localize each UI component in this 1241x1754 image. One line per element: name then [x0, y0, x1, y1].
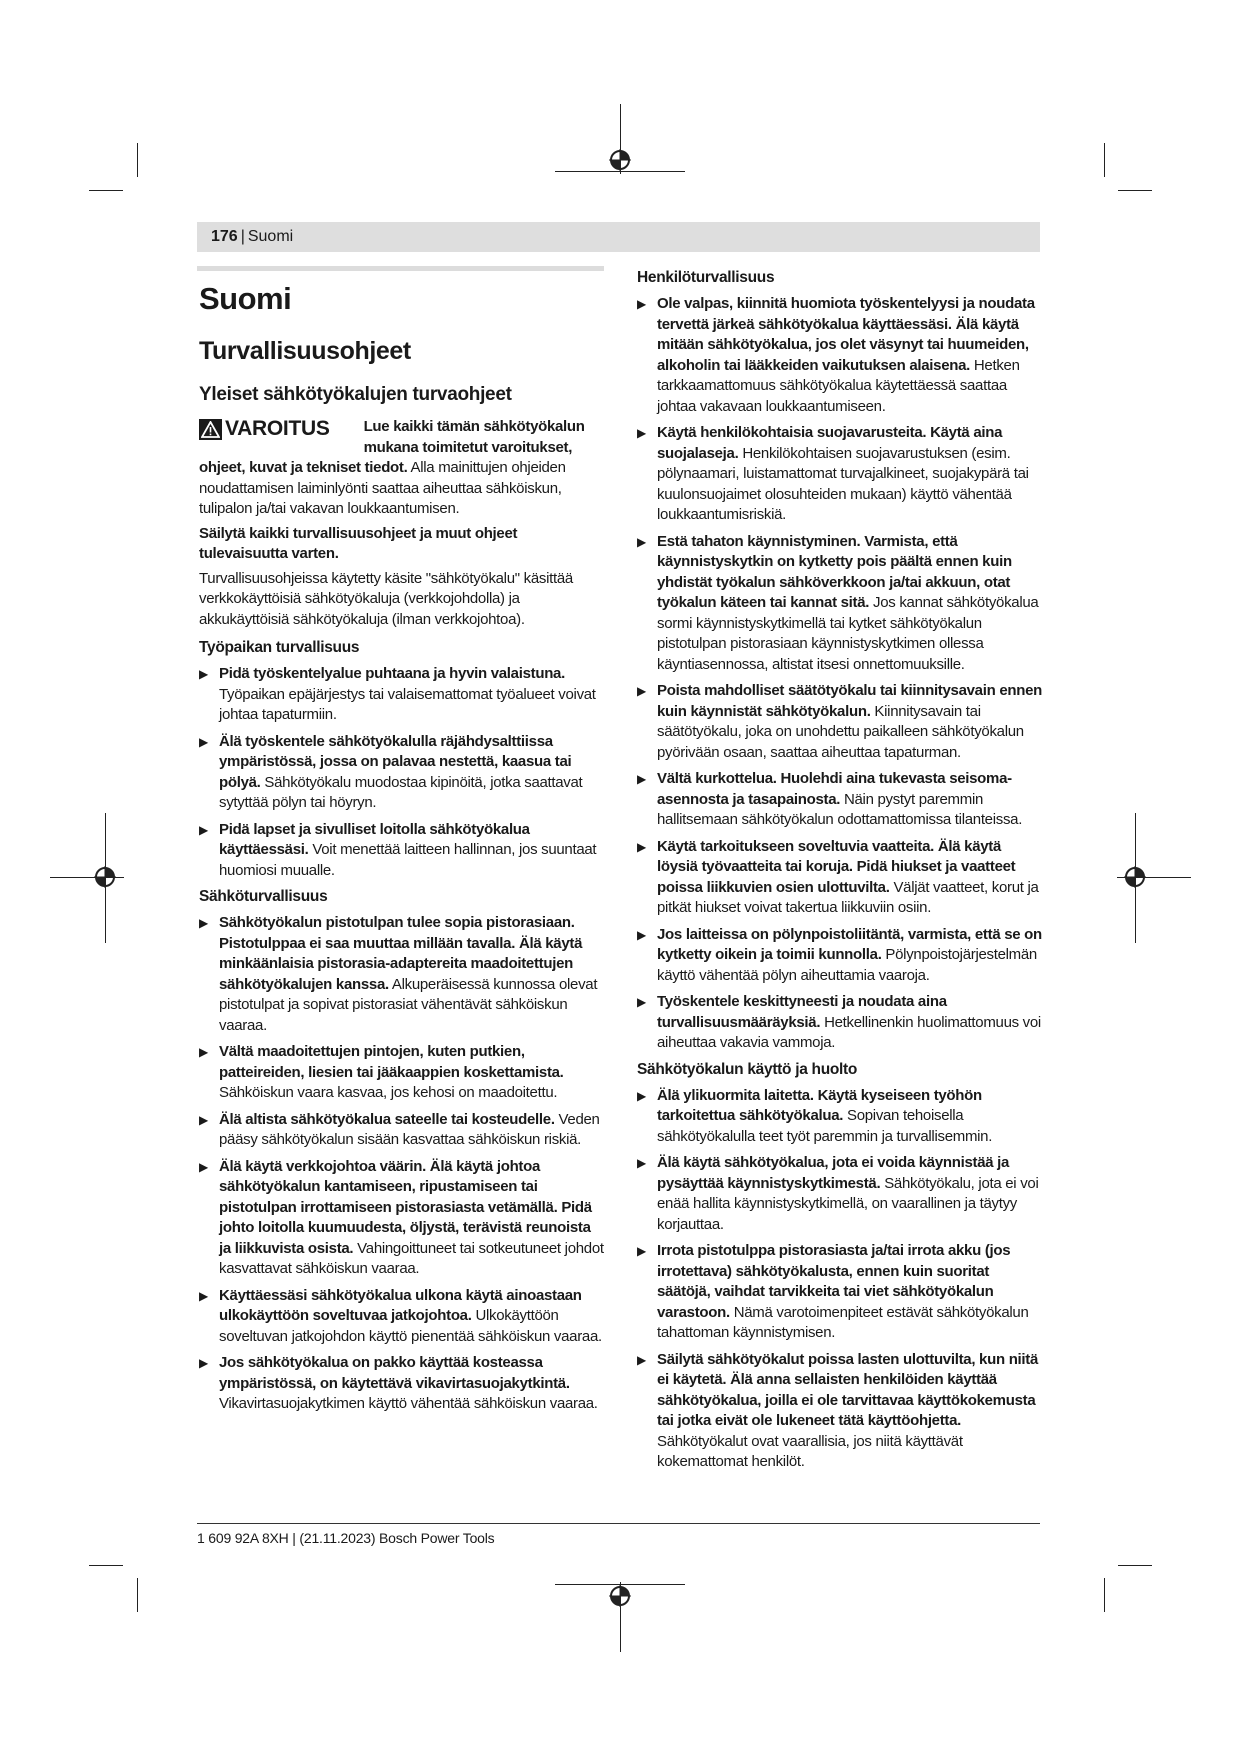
bullet-arrow-icon: ▶ [637, 1088, 646, 1103]
bullet-arrow-icon: ▶ [637, 1352, 646, 1367]
item-bold: Käyttäessäsi sähkötyökalua ulkona käytä ainoastaan ulkokäyttöön soveltuvaa jatkojohtoa. [219, 1286, 582, 1324]
registration-mark-icon [94, 866, 116, 888]
subsection-title: Yleiset sähkötyökalujen turvaohjeet [199, 384, 512, 405]
keep-note-text: Säilytä kaikki turvallisuusohjeet ja muut ohjeet tulevaisuutta varten. [199, 524, 518, 562]
item-bold: Vältä maadoitettujen pintojen, kuten putkien, patteireiden, liesien tai jääkaappien koskettamista. [219, 1043, 564, 1081]
bullet-arrow-icon: ▶ [637, 426, 646, 440]
item-text: Nämä varotoimenpiteet estävät sähkötyökalun tahattoman käynnistymisen. [657, 1303, 1029, 1341]
item-bold: Käytä henkilökohtaisia suojavarusteita. Käytä aina suojalaseja. [657, 424, 1003, 462]
bullet-arrow-icon: ▶ [199, 734, 208, 749]
item-bold: Säilytä sähkötyökalut poissa lasten ulottuvilta, kun niitä ei käytetä. Älä anna sellaisten henkilöiden käyttää sähkötyökalua, joilla ei ole tarvittavaa käyttökokemusta tai jotka eivät ole lukeneet tätä käyttöohjetta. [657, 1350, 1039, 1429]
page-number: 176 [211, 228, 238, 245]
item-text: Työpaikan epäjärjestys tai valaisemattomat työalueet voivat johtaa tapaturmiin. [219, 685, 596, 723]
bullet-arrow-icon: ▶ [637, 772, 646, 786]
keep-instructions-note [199, 524, 604, 565]
bullet-arrow-icon: ▶ [199, 1045, 208, 1059]
item-bold: Älä käytä verkkojohtoa väärin. Älä käytä johtoa sähkötyökalun kantamiseen, ripustamiseen tai pistotulpan irrottamiseen pistorasiasta vetämällä. Pidä johto loitolla kuumuudesta, öljystä, terävistä reunoista ja liikkuvista osista. [219, 1157, 592, 1257]
item-text: Sähköiskun vaara kasvaa, jos kehosi on maadoitettu. [219, 1084, 558, 1101]
item-text: Hetkellinenkin huolimattomuus voi aiheuttaa vakavia vammoja. [657, 1013, 1041, 1051]
section-title: Turvallisuusohjeet [199, 337, 411, 365]
item-bold: Pidä työskentelyalue puhtaana ja hyvin valaistuna. [219, 665, 565, 682]
item-text: Kiinnitysavain tai säätötyökalu, joka on unohdettu paikalleen sähkötyökalun pyörivään osaan, saattaa aiheuttaa tapaturman. [657, 702, 1024, 761]
right-column [637, 268, 1045, 1479]
bullet-arrow-icon: ▶ [637, 297, 646, 311]
list-item [637, 837, 1045, 919]
bullet-arrow-icon: ▶ [199, 1356, 208, 1370]
page-header [197, 222, 1040, 252]
list-item [199, 1157, 604, 1280]
item-text: Hetken tarkkaamattomuus sähkötyökalua käytettäessä saattaa johtaa vakavaan loukkaantumiseen. [657, 356, 1020, 415]
item-bold: Irrota pistotulppa pistorasiasta ja/tai irrota akku (jos irrotettava) sähkötyökalusta, ennen kuin suoritat säätöjä, vaihdat tarvikkeita tai viet sähkötyökalun varastoon. [657, 1242, 1011, 1321]
tool-use-care-list [637, 1086, 1045, 1473]
list-item [637, 294, 1045, 417]
list-item [637, 925, 1045, 987]
item-bold: Jos laitteissa on pölynpoistoliitäntä, varmista, että se on kytketty oikein ja toimii kunnolla. [657, 925, 1042, 963]
bullet-arrow-icon: ▶ [199, 667, 208, 681]
item-bold: Älä ylikuormita laitetta. Käytä kyseiseen työhön tarkoitettua sähkötyökalua. [657, 1086, 982, 1124]
list-item [199, 1042, 604, 1104]
item-text: Henkilökohtaisen suojavarustuksen (esim. pölynaamari, luistamattomat turvajalkineet, suojakypärä tai kuulonsuojaimet olosuhteiden mukaan) käyttö vähentää loukkaantumisriskiä. [657, 444, 1029, 523]
header-language: Suomi [247, 228, 294, 245]
list-item [199, 732, 604, 814]
item-bold: Älä käytä sähkötyökalua, jota ei voida käynnistää ja pysäyttää käynnistyskytkimestä. [657, 1154, 1010, 1192]
warning-bold: Lue kaikki tämän sähkötyökalun mukana toimitetut varoitukset, ohjeet, kuvat ja tekniset tiedot. [199, 418, 585, 476]
work-area-safety-list [199, 664, 604, 881]
list-item [637, 681, 1045, 763]
bullet-arrow-icon: ▶ [637, 534, 646, 549]
list-item [199, 1110, 604, 1151]
item-text: Veden pääsy sähkötyökalun sisään kasvattaa sähköiskun riskiä. [219, 1110, 600, 1148]
column-top-rule [197, 266, 604, 271]
list-item [637, 769, 1045, 831]
item-text: Alkuperäisessä kunnossa olevat pistotulpat ja sopivat pistorasiat vähentävät sähköiskun vaaraa. [219, 975, 598, 1034]
item-text: Vikavirtasuojakytkimen käyttö vähentää sähköiskun vaaraa. [219, 1395, 598, 1412]
list-item [199, 664, 604, 726]
item-text: Pölynpoistojärjestelmän käyttö vähentää pölyn aiheuttamia vaaroja. [657, 946, 1037, 984]
item-bold: Pidä lapset ja sivulliset loitolla sähkötyökalua käyttäessäsi. [219, 820, 530, 858]
item-bold: Työskentele keskittyneesti ja noudata aina turvallisuusmääräyksiä. [657, 993, 947, 1031]
list-item [637, 1241, 1045, 1344]
list-item [637, 992, 1045, 1054]
item-text: Sähkötyökalut ovat vaarallisia, jos niitä käyttävät kokemattomat henkilöt. [657, 1432, 963, 1470]
registration-mark-icon [1124, 866, 1146, 888]
list-item [637, 1350, 1045, 1473]
item-bold: Älä altista sähkötyökalua sateelle tai kosteudelle. [219, 1110, 555, 1128]
registration-mark-icon [609, 1585, 631, 1607]
item-bold: Sähkötyökalun pistotulpan tulee sopia pistorasiaan. Pistotulppaa ei saa muuttaa millään tavalla. Älä käytä minkäänlaisia pistorasia-adaptereita maadoitettujen sähkötyökalujen kanssa. [219, 914, 583, 993]
item-text: Sähkötyökalu, jota ei voi enää hallita käynnistyskytkimellä, on vaarallinen ja täytyy korjauttaa. [657, 1174, 1039, 1233]
warning-block [199, 417, 604, 520]
bullet-arrow-icon: ▶ [637, 995, 646, 1009]
item-bold: Poista mahdolliset säätötyökalu tai kiinnitysavain ennen kuin käynnistät sähkötyökalun. [657, 682, 1042, 720]
item-text: Voit menettää laitteen hallinnan, jos suuntaat huomiosi muualle. [219, 841, 597, 879]
page-header-text [211, 228, 293, 246]
definition-text: Turvallisuusohjeissa käytetty käsite "sähkötyökalu" käsittää verkkokäyttöisiä sähkötyökaluja (verkkojohdolla) ja akkukäyttöisiä sähkötyökaluja (ilman verkkojohtoa). [199, 569, 573, 628]
registration-mark-icon [609, 149, 631, 171]
item-text: Näin pystyt paremmin hallitsemaan sähkötyökalun odottamattomissa tilanteissa. [657, 790, 1023, 828]
item-text: Sopivan tehoisella sähkötyökalulla teet työt paremmin ja turvallisemmin. [657, 1107, 993, 1145]
left-column [199, 266, 604, 1421]
header-separator: | [240, 228, 245, 245]
work-area-safety-heading: Työpaikan turvallisuus [199, 639, 360, 656]
footer-rule [197, 1523, 1040, 1524]
bullet-arrow-icon: ▶ [199, 1112, 208, 1127]
item-bold: Jos sähkötyökalua on pakko käyttää kosteassa ympäristössä, on käytettävä vikavirtasuojakytkintä. [219, 1354, 570, 1392]
warning-body: Alla mainittujen ohjeiden noudattamisen laiminlyönti saattaa aiheuttaa sähköiskun, tulipalon ja/tai vakavan loukkaantumisen. [199, 459, 566, 517]
list-item [637, 1086, 1045, 1148]
electrical-safety-list [199, 913, 604, 1415]
bullet-arrow-icon: ▶ [637, 1156, 646, 1170]
electrical-safety-heading: Sähköturvallisuus [199, 888, 328, 905]
list-item [637, 423, 1045, 526]
personal-safety-list [637, 294, 1045, 1054]
bullet-arrow-icon: ▶ [637, 684, 646, 698]
bullet-arrow-icon: ▶ [199, 1159, 208, 1174]
item-bold: Käytä tarkoitukseen soveltuvia vaatteita. Älä käytä löysiä työvaatteita tai koruja. Pidä hiukset ja vaatteet poissa liikkuvien osien ulottuvilta. [657, 837, 1016, 896]
warning-badge [199, 417, 330, 441]
warning-label: VAROITUS [225, 417, 330, 440]
personal-safety-heading: Henkilöturvallisuus [637, 269, 775, 286]
item-text: Jos kannat sähkötyökalua sormi käynnistyskytkimellä tai kytket sähkötyökalun pistotulpan pistorasiaan käynnistyskytkimen ollessa käyntiasennossa, altistat itsesi onnettomuuksille. [657, 594, 1039, 673]
item-bold: Estä tahaton käynnistyminen. Varmista, että käynnistyskytkin on kytketty pois päältä ennen kuin yhdistät työkalun sähköverkkoon ja/tai akkuun, otat työkalun käteen tai kannat sitä. [657, 532, 1012, 611]
item-text: Sähkötyökalu muodostaa kipinöitä, jotka saattavat sytyttää pölyn tai höyryn. [219, 773, 583, 811]
list-item [199, 1286, 604, 1348]
bullet-arrow-icon: ▶ [199, 822, 208, 837]
bullet-arrow-icon: ▶ [637, 1244, 646, 1258]
page-title: Suomi [199, 281, 292, 316]
item-bold: Älä työskentele sähkötyökalulla räjähdysalttiissa ympäristössä, jossa on palavaa nestettä, kaasua tai pölyä. [219, 732, 572, 791]
tool-use-care-heading: Sähkötyökalun käyttö ja huolto [637, 1060, 858, 1078]
item-bold: Vältä kurkottelua. Huolehdi aina tukevasta seisoma-asennosta ja tasapainosta. [657, 770, 1012, 808]
bullet-arrow-icon: ▶ [199, 916, 208, 930]
bullet-arrow-icon: ▶ [637, 927, 646, 942]
warning-triangle-icon [199, 419, 222, 440]
bullet-arrow-icon: ▶ [199, 1288, 208, 1303]
item-text: Väljät vaatteet, korut ja pitkät hiukset voivat takertua liikkuviin osiin. [657, 878, 1039, 916]
list-item [199, 1353, 604, 1415]
list-item [199, 913, 604, 1036]
list-item [199, 820, 604, 882]
item-bold: Ole valpas, kiinnitä huomiota työskentelyysi ja noudata tervettä järkeä sähkötyökalua käyttäessäsi. Älä käytä mitään sähkötyökalua, jos olet väsynyt tai huumeiden, alkoholin tai lääkkeiden vaikutuksen alaisena. [657, 295, 1035, 374]
page-footer: 1 609 92A 8XH | (21.11.2023) Bosch Power Tools [197, 1530, 495, 1546]
item-text: Ulkokäyttöön soveltuvan jatkojohdon käyttö pienentää sähköiskun vaaraa. [219, 1307, 602, 1345]
list-item [637, 1153, 1045, 1235]
bullet-arrow-icon: ▶ [637, 839, 646, 854]
item-text: Vahingoittuneet tai sotkeutuneet johdot kasvattavat sähköiskun vaaraa. [219, 1239, 604, 1277]
list-item [637, 532, 1045, 676]
